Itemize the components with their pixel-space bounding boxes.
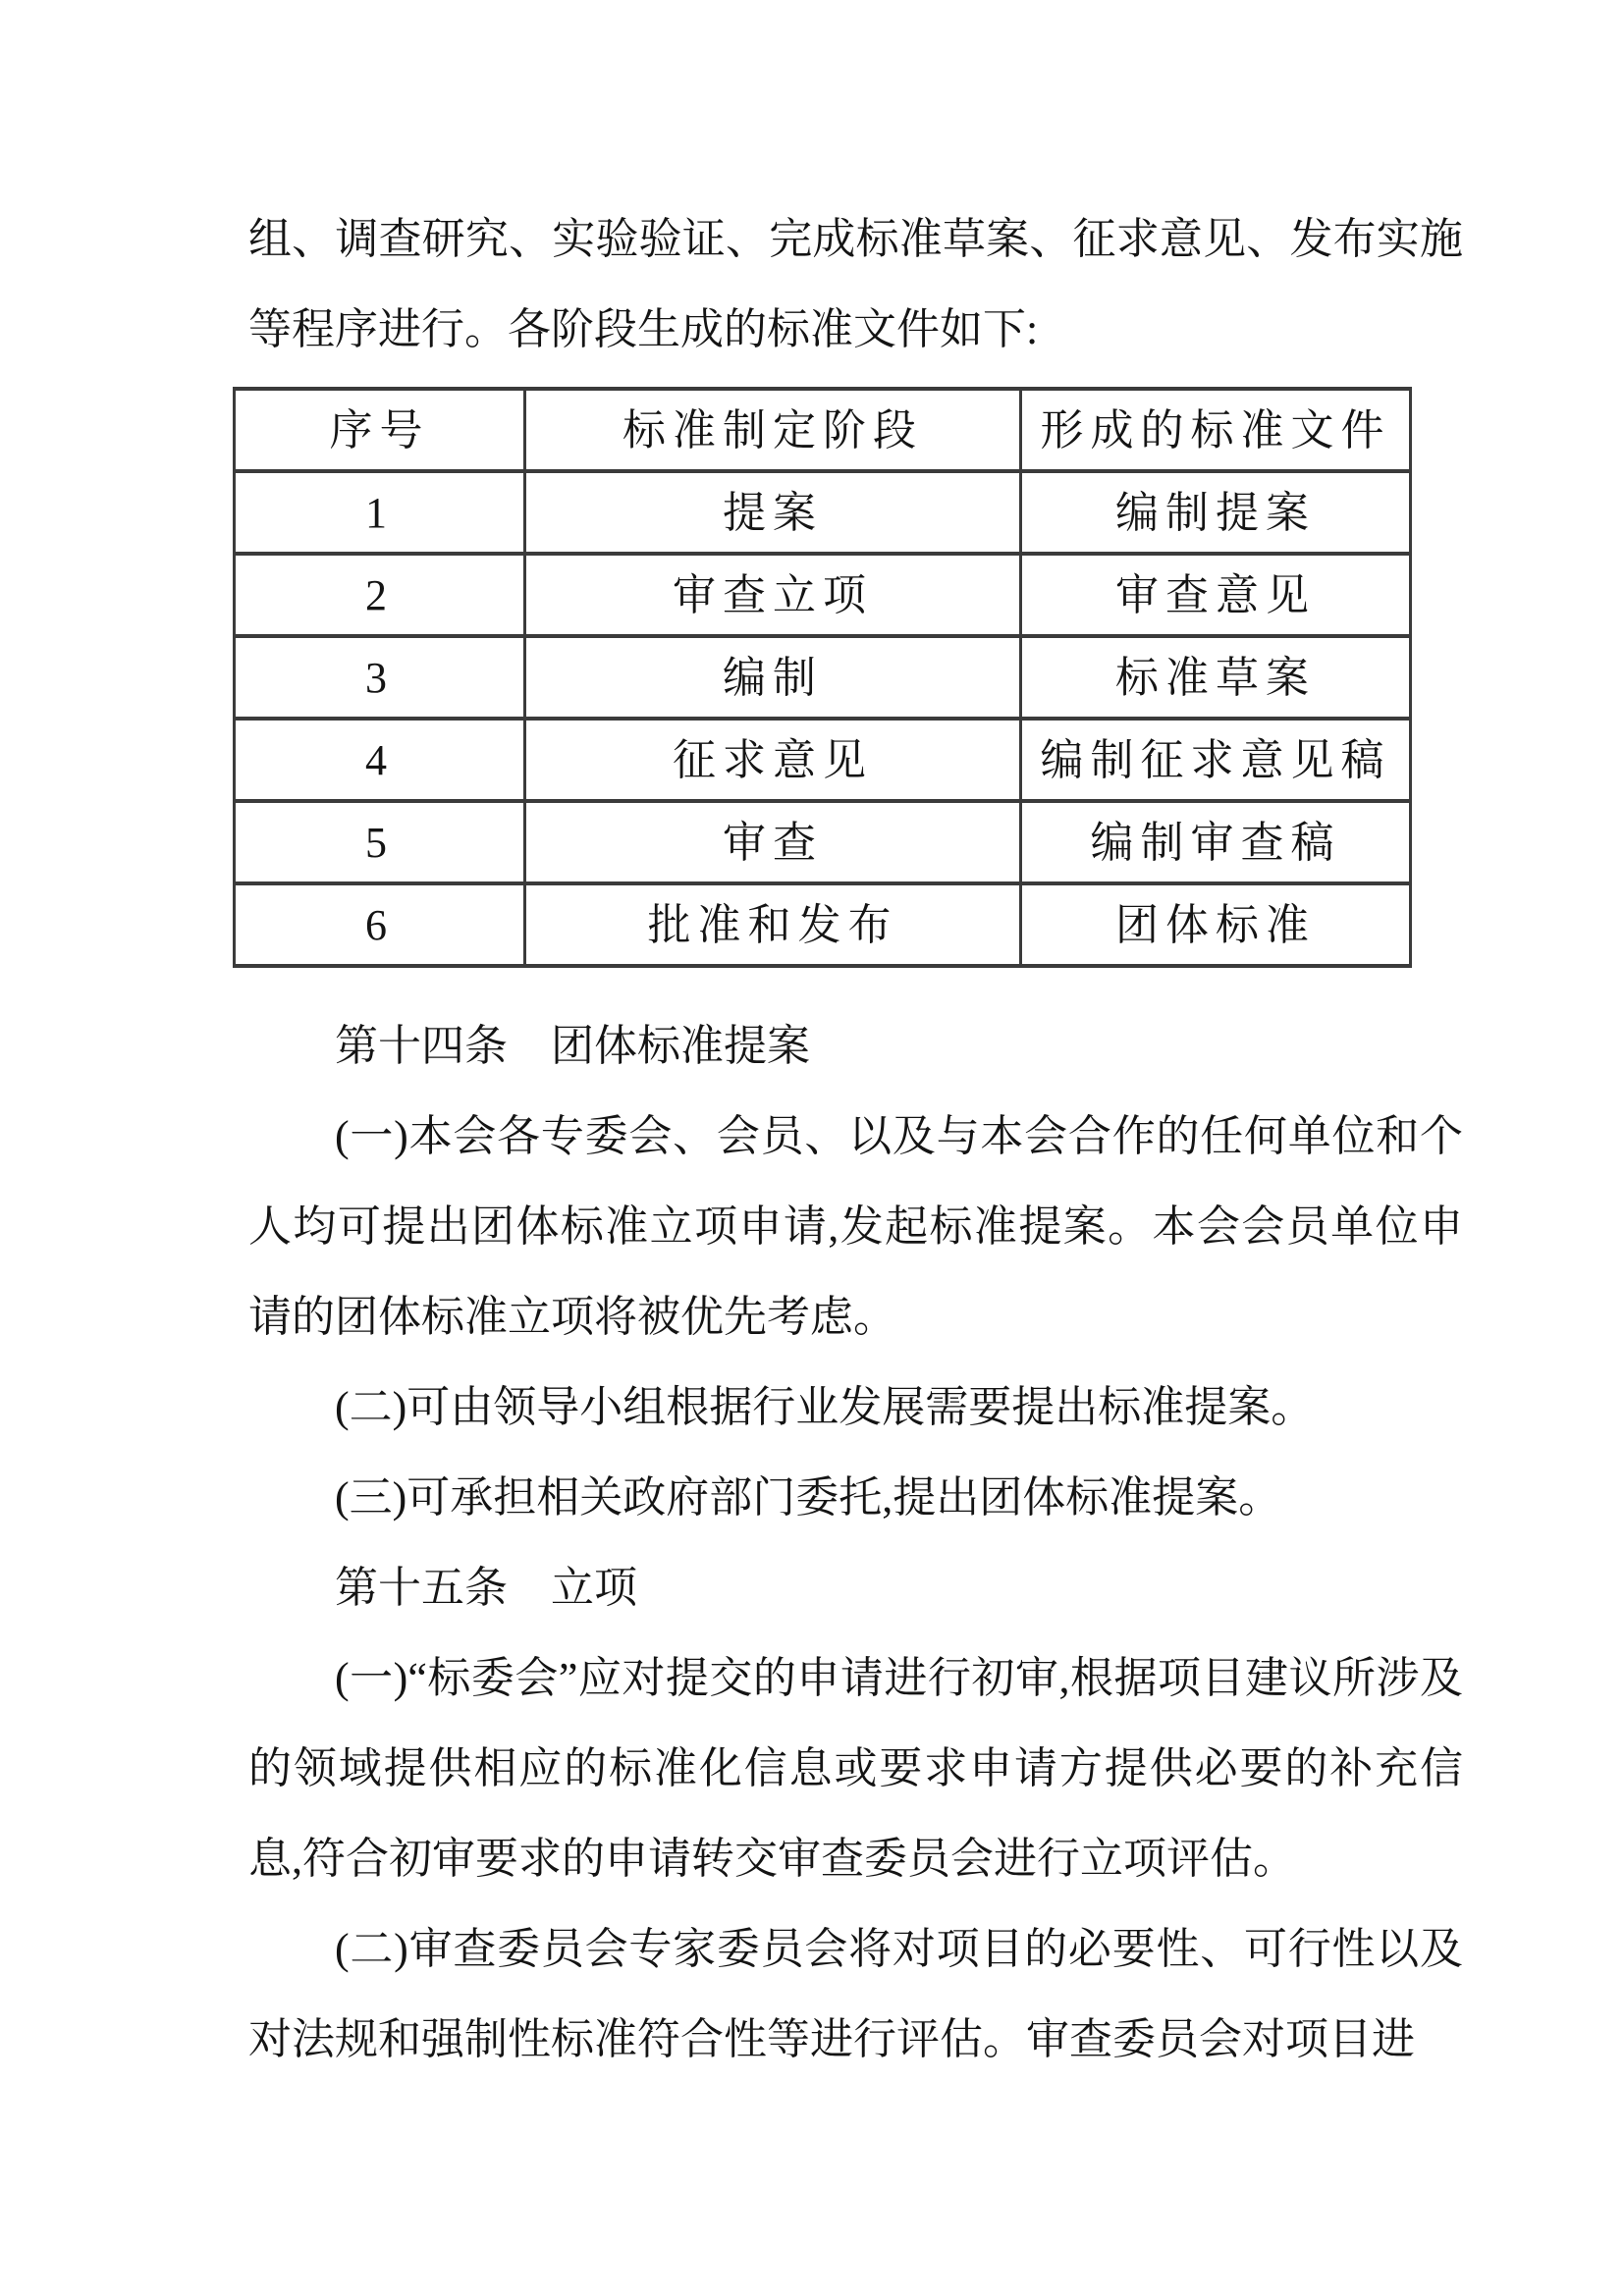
intro-paragraph: 组、调查研究、实验验证、完成标准草案、征求意见、发布实施等程序进行。各阶段生成的标准文件如下:	[248, 215, 1463, 353]
cell-number: 1	[235, 471, 525, 554]
table-row	[235, 471, 1411, 554]
header-cell-stage: 标准制定阶段	[525, 389, 1021, 471]
table-row	[235, 554, 1411, 636]
cell-number: 2	[235, 554, 525, 636]
header-cell-number: 序号	[235, 389, 525, 471]
cell-file: 编制审查稿	[1021, 801, 1411, 883]
cell-file: 审查意见	[1021, 554, 1411, 636]
table-row	[235, 801, 1411, 883]
cell-number: 4	[235, 719, 525, 801]
article-14-item-2: (二)可由领导小组根据行业发展需要提出标准提案。	[335, 1383, 1315, 1431]
cell-file: 编制提案	[1021, 471, 1411, 554]
cell-number: 6	[235, 883, 525, 966]
table-header-row	[235, 389, 1411, 471]
article-14-item-1: (一)本会各专委会、会员、以及与本会合作的任何单位和个人均可提出团体标准立项申请,发起标准提案。本会会员单位申请的团体标准立项将被优先考虑。	[248, 1112, 1463, 1341]
article-14-heading: 第十四条 团体标准提案	[335, 1022, 810, 1070]
cell-stage: 审查	[525, 801, 1021, 883]
cell-number: 5	[235, 801, 525, 883]
article-15-heading: 第十五条 立项	[335, 1564, 637, 1612]
header-cell-file: 形成的标准文件	[1021, 389, 1411, 471]
document-page	[248, 0, 1463, 2085]
cell-stage: 征求意见	[525, 719, 1021, 801]
cell-stage: 编制	[525, 636, 1021, 719]
cell-file: 编制征求意见稿	[1021, 719, 1411, 801]
article-15-item-1: (一)“标委会”应对提交的申请进行初审,根据项目建议所涉及的领域提供相应的标准化信息或要求申请方提供必要的补充信息,符合初审要求的申请转交审查委员会进行立项评估。	[248, 1654, 1463, 1883]
standard-stages-table	[233, 387, 1412, 968]
cell-stage: 提案	[525, 471, 1021, 554]
cell-file: 标准草案	[1021, 636, 1411, 719]
table-row	[235, 719, 1411, 801]
cell-stage: 审查立项	[525, 554, 1021, 636]
cell-file: 团体标准	[1021, 883, 1411, 966]
article-15-item-2: (二)审查委员会专家委员会将对项目的必要性、可行性以及对法规和强制性标准符合性等进行评估。审查委员会对项目进	[248, 1925, 1463, 2063]
table-row	[235, 636, 1411, 719]
table-row	[235, 883, 1411, 966]
cell-stage: 批准和发布	[525, 883, 1021, 966]
cell-number: 3	[235, 636, 525, 719]
article-14-item-3: (三)可承担相关政府部门委托,提出团体标准提案。	[335, 1473, 1282, 1522]
